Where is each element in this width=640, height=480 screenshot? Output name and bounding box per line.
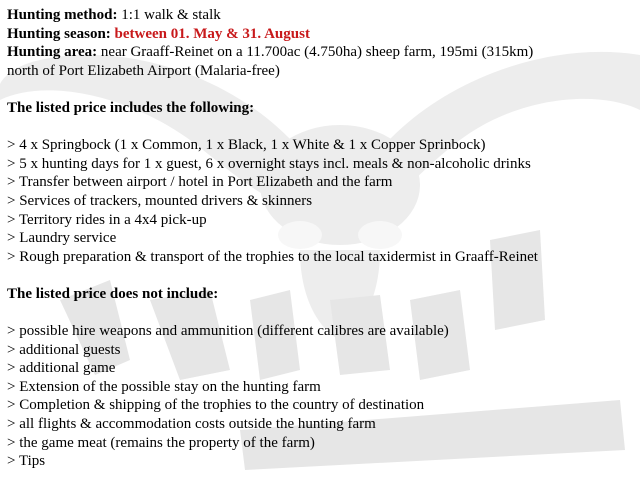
hunting-method-value: 1:1 walk & stalk (117, 7, 221, 23)
hunting-area-line (7, 43, 633, 62)
hunting-season-value: between 01. May & 31. August (114, 25, 310, 42)
hunting-method-label: Hunting method: (7, 7, 118, 23)
hunting-offer-document (7, 6, 633, 471)
list-item: > additional game (7, 360, 116, 377)
list-item: > all flights & accommodation costs outside the hunting farm (7, 416, 376, 433)
hunting-method-line (7, 6, 633, 25)
list-item: > Completion & shipping of the trophies to the country of destination (7, 397, 425, 414)
list-item: > Tips (7, 453, 46, 470)
includes-list (7, 136, 633, 266)
list-item: > 5 x hunting days for 1 x guest, 6 x overnight stays incl. meals & non-alcoholic drinks (7, 155, 531, 172)
hunting-area-value: near Graaff-Reinet on a 11.700ac (4.750ha) sheep farm, 195mi (315km) (97, 44, 534, 61)
list-item: > Transfer between airport / hotel in Port Elizabeth and the farm (7, 174, 393, 191)
list-item: > Rough preparation & transport of the trophies to the local taxidermist in Graaff-Reinet (7, 248, 538, 265)
includes-heading: The listed price includes the following: (7, 99, 255, 116)
list-item: > 4 x Springbock (1 x Common, 1 x Black, 1 x White & 1 x Copper Sprinbock) (7, 137, 486, 154)
hunting-season-line (7, 25, 633, 44)
hunting-area-label: Hunting area: (7, 44, 98, 61)
list-item: > the game meat (remains the property of the farm) (7, 434, 315, 451)
list-item: > Territory rides in a 4x4 pick-up (7, 211, 207, 228)
list-item: > additional guests (7, 341, 121, 358)
excludes-list (7, 322, 633, 471)
list-item: > Laundry service (7, 230, 117, 247)
list-item: > Services of trackers, mounted drivers & skinners (7, 192, 313, 209)
hunting-season-label: Hunting season: (7, 25, 111, 42)
hunting-area-line-2: north of Port Elizabeth Airport (Malaria-free) (7, 62, 280, 79)
excludes-heading: The listed price does not include: (7, 285, 219, 302)
list-item: > possible hire weapons and ammunition (different calibres are available) (7, 323, 449, 340)
list-item: > Extension of the possible stay on the hunting farm (7, 378, 321, 395)
